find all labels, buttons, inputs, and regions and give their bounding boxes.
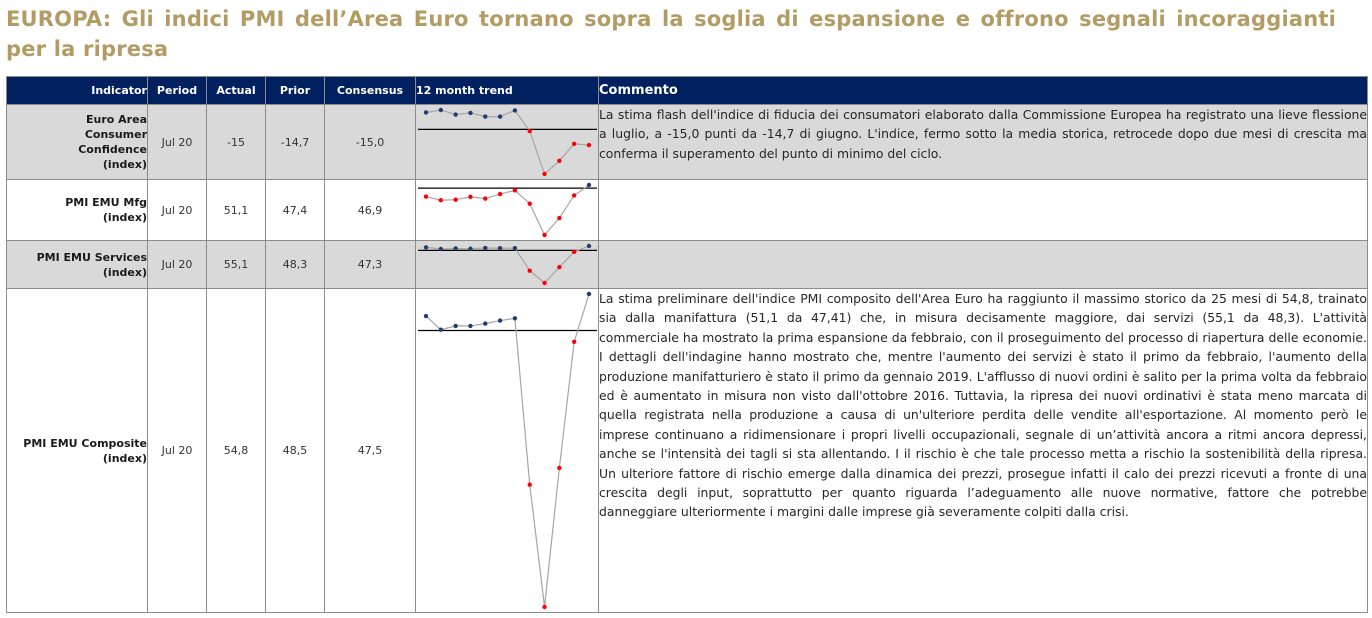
header-indicator: Indicator — [7, 77, 148, 105]
sparkline-pmi-mfg — [416, 180, 599, 240]
comment-cell — [599, 180, 1368, 241]
indicator-name: Consumer — [84, 128, 147, 141]
indicator-unit: (index) — [102, 211, 147, 224]
trend-point — [557, 466, 561, 470]
indicator-unit: (index) — [102, 265, 147, 279]
consensus-cell: 47,5 — [325, 289, 416, 613]
indicator-cell — [7, 289, 148, 613]
trend-point — [498, 192, 502, 196]
trend-point — [498, 246, 502, 250]
header-actual: Actual — [207, 77, 266, 105]
indicator-unit: (index) — [102, 158, 147, 171]
actual-cell: 55,1 — [207, 241, 266, 289]
trend-point — [557, 216, 561, 220]
trend-point — [572, 340, 576, 344]
trend-point — [587, 244, 591, 248]
period-cell: Jul 20 — [148, 241, 207, 289]
indicators-table — [6, 76, 1368, 613]
actual-cell: 54,8 — [207, 289, 266, 613]
trend-point — [513, 316, 517, 320]
trend-point — [468, 195, 472, 199]
consensus-cell: 47,3 — [325, 241, 416, 289]
trend-point — [513, 108, 517, 112]
trend-point — [528, 482, 532, 486]
sparkline-consumer-confidence — [416, 105, 599, 179]
trend-point — [483, 246, 487, 250]
trend-point — [439, 247, 443, 251]
prior-cell: -14,7 — [266, 105, 325, 180]
table-row — [7, 180, 1368, 241]
indicator-name: PMI EMU Services — [36, 250, 147, 264]
trend-point — [468, 111, 472, 115]
actual-cell: -15 — [207, 105, 266, 180]
trend-point — [424, 110, 428, 114]
trend-point — [542, 172, 546, 176]
comment-cell: La stima preliminare dell'indice PMI composito dell'Area Euro ha raggiunto il massimo storico da 25 mesi di 54,8, trainato sia dalla manifattura (51,1 da 47,41) che, in misura decisamente maggiore, dai servizi (55,1 da 48,3). L'attività commerciale ha mostrato la prima espansione da febbraio, con il proseguimento del processo di riapertura delle economie. I dettagli dell'indagine hanno mostrato che, mentre l'aumento dei servizi è stato il primo da febbraio, l'aumento della produzione manifatturiero è stato il primo da gennaio 2019. L'afflusso di nuovi ordini è salito per la prima volta da febbraio ed è aumentato in misura non visto dall'ottobre 2016. Tuttavia, la ripresa dei nuovi ordinativi è stata meno marcata di quella registrata nella produzione a causa di un'ulteriore perdita delle vendite all'esportazione. Al momento però le imprese continuano a ridimensionare i propri livelli occupazionali, segnale di un’attività ancora a ritmi ancora depressi, anche se l'intensità dei tagli si sta allentando. I il rischio è che tale processo metta a rischio la sostenibilità della ripresa. Un ulteriore fattore di rischio emerge dalla dinamica dei prezzi, prosegue infatti il calo dei prezzi ricevuti a fronte di una crescita degli input, soprattutto per quanto riguarda l’adeguamento alle nuove normative, fattore che potrebbe danneggiare ulteriormente i margini dalle imprese già severamente colpiti dalla crisi. — [599, 289, 1368, 613]
trend-cell — [416, 105, 599, 180]
trend-point — [424, 245, 428, 249]
page-title: EUROPA: Gli indici PMI dell’Area Euro tornano sopra la soglia di espansione e offrono segnali incoraggianti per la ripresa — [6, 7, 1336, 61]
trend-point — [453, 112, 457, 116]
trend-point — [587, 292, 591, 296]
trend-point — [453, 197, 457, 201]
trend-point — [439, 108, 443, 112]
trend-point — [513, 246, 517, 250]
trend-point — [483, 321, 487, 325]
trend-line — [426, 246, 589, 283]
indicator-name: PMI EMU Mfg — [65, 196, 147, 209]
trend-point — [453, 324, 457, 328]
indicator-cell — [7, 105, 148, 180]
trend-line — [426, 294, 589, 607]
indicator-name: PMI EMU Composite — [23, 436, 147, 450]
trend-point — [453, 246, 457, 250]
indicator-cell — [7, 180, 148, 241]
trend-point — [557, 159, 561, 163]
trend-point — [424, 194, 428, 198]
trend-point — [439, 198, 443, 202]
indicator-cell — [7, 241, 148, 289]
trend-point — [528, 268, 532, 272]
trend-point — [528, 201, 532, 205]
trend-point — [572, 142, 576, 146]
trend-point — [542, 281, 546, 285]
prior-cell: 48,3 — [266, 241, 325, 289]
prior-cell: 48,5 — [266, 289, 325, 613]
trend-point — [587, 143, 591, 147]
table-row — [7, 105, 1368, 180]
table-row — [7, 289, 1368, 613]
period-cell: Jul 20 — [148, 289, 207, 613]
trend-cell — [416, 241, 599, 289]
trend-line — [426, 185, 589, 235]
trend-point — [572, 250, 576, 254]
header-trend: 12 month trend — [416, 77, 599, 105]
trend-point — [424, 314, 428, 318]
indicator-name: Confidence — [78, 143, 147, 156]
sparkline-pmi-services — [416, 241, 599, 288]
actual-cell: 51,1 — [207, 180, 266, 241]
trend-point — [587, 183, 591, 187]
trend-line — [426, 110, 589, 174]
header-consensus: Consensus — [325, 77, 416, 105]
header-period: Period — [148, 77, 207, 105]
comment-cell: La stima flash dell'indice di fiducia dei consumatori elaborato dalla Commissione Europea ha registrato una lieve flessione a luglio, a -15,0 punti da -14,7 di giugno. L'indice, fermo sotto la media storica, retrocede dopo due mesi di crescita ma conferma il superamento del punto di minimo del ciclo. — [599, 105, 1368, 180]
trend-point — [557, 265, 561, 269]
trend-point — [498, 318, 502, 322]
period-cell: Jul 20 — [148, 180, 207, 241]
header-prior: Prior — [266, 77, 325, 105]
indicator-name: Euro Area — [86, 113, 147, 126]
trend-point — [498, 114, 502, 118]
table-row — [7, 241, 1368, 289]
consensus-cell: -15,0 — [325, 105, 416, 180]
consensus-cell: 46,9 — [325, 180, 416, 241]
trend-point — [468, 247, 472, 251]
trend-point — [513, 188, 517, 192]
period-cell: Jul 20 — [148, 105, 207, 180]
trend-cell — [416, 180, 599, 241]
header-comment: Commento — [599, 77, 1368, 105]
trend-point — [542, 605, 546, 609]
trend-cell — [416, 289, 599, 613]
indicator-unit: (index) — [102, 451, 147, 465]
trend-point — [468, 324, 472, 328]
trend-point — [572, 193, 576, 197]
trend-point — [542, 233, 546, 237]
trend-point — [483, 114, 487, 118]
prior-cell: 47,4 — [266, 180, 325, 241]
table-header-row — [7, 77, 1368, 105]
sparkline-pmi-composite — [416, 289, 599, 612]
trend-point — [483, 196, 487, 200]
trend-point — [439, 328, 443, 332]
trend-point — [528, 129, 532, 133]
comment-cell — [599, 241, 1368, 289]
